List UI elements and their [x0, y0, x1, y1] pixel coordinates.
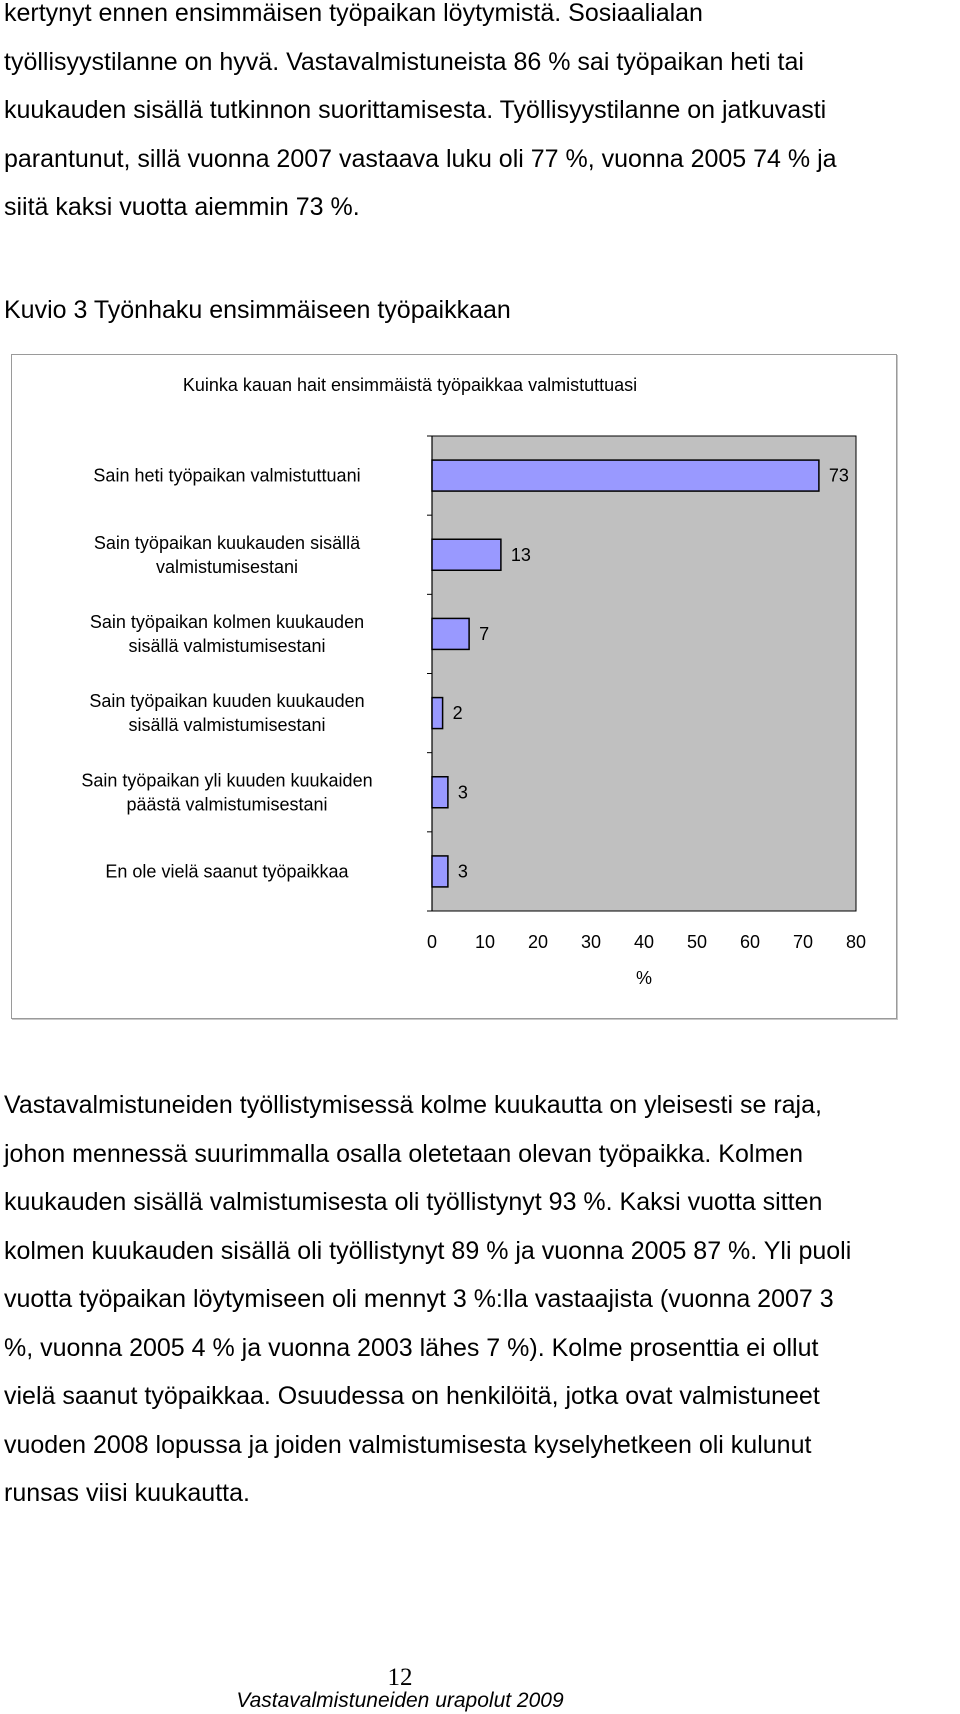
- paragraph-line: kuukauden sisällä tutkinnon suorittamisesta. Työllisyystilanne on jatkuvasti: [4, 96, 827, 124]
- bar: [432, 856, 448, 887]
- chart-canvas: [12, 355, 896, 1018]
- category-label: Sain työpaikan kuukauden sisällä: [93, 532, 361, 553]
- bar-value-label: 7: [479, 623, 490, 644]
- paragraph-line: kolmen kuukauden sisällä oli työllistynyt 89 % ja vuonna 2005 87 %. Yli puoli: [4, 1236, 852, 1265]
- paragraph-line: työllisyystilanne on hyvä. Vastavalmistuneista 86 % sai työpaikan heti tai: [4, 47, 804, 76]
- plot-area: [432, 436, 856, 911]
- x-tick-label: 0: [426, 932, 438, 952]
- x-tick-label: 20: [527, 932, 549, 952]
- footer-title: Vastavalmistuneiden urapolut 2009: [236, 1689, 564, 1712]
- x-tick-label: 50: [686, 932, 708, 952]
- bar: [432, 539, 501, 570]
- bar-value-label: 2: [452, 703, 463, 724]
- category-label: sisällä valmistumisestani: [128, 715, 326, 736]
- x-tick-label: 10: [474, 932, 496, 952]
- bar-value-label: 3: [457, 861, 468, 882]
- chart-title: Kuinka kauan hait ensimmäistä työpaikkaa valmistuttuasi: [182, 375, 638, 395]
- category-label: päästä valmistumisestani: [126, 794, 328, 815]
- paragraph-line: %, vuonna 2005 4 % ja vuonna 2003 lähes 7 %). Kolme prosenttia ei ollut: [4, 1333, 819, 1362]
- category-label: valmistumisestani: [155, 556, 299, 577]
- body-paragraph: [4, 1081, 959, 1518]
- page-number: 12: [387, 1664, 413, 1691]
- x-tick-label: 70: [792, 932, 814, 952]
- x-axis-label: %: [635, 968, 653, 988]
- bar-value-label: 3: [457, 782, 468, 803]
- paragraph-line: vuoden 2008 lopussa ja joiden valmistumisesta kyselyhetkeen oli kulunut: [4, 1430, 812, 1459]
- category-label: Sain työpaikan kolmen kuukauden: [89, 611, 365, 632]
- x-tick-label: 30: [580, 932, 602, 952]
- bar-chart: [11, 354, 897, 1019]
- category-label: En ole vielä saanut työpaikkaa: [105, 861, 349, 882]
- paragraph-line: Vastavalmistuneiden työllistymisessä kolme kuukautta on yleisesti se raja,: [4, 1091, 822, 1119]
- paragraph-line: vielä saanut työpaikkaa. Osuudessa on henkilöitä, jotka ovat valmistuneet: [4, 1382, 820, 1410]
- paragraph-line: kuukauden sisällä valmistumisesta oli työllistynyt 93 %. Kaksi vuotta sitten: [4, 1188, 823, 1216]
- category-label: Sain työpaikan kuuden kuukauden: [89, 691, 365, 712]
- bar: [432, 618, 469, 649]
- x-tick-label: 40: [633, 932, 655, 952]
- figure-caption: Kuvio 3 Työnhaku ensimmäiseen työpaikkaan: [4, 296, 511, 324]
- bar: [432, 777, 448, 808]
- bar: [432, 460, 819, 491]
- paragraph-line: runsas viisi kuukautta.: [4, 1479, 250, 1507]
- intro-paragraph: [4, 0, 954, 232]
- category-label: Sain työpaikan yli kuuden kuukaiden: [81, 770, 373, 791]
- paragraph-line: johon mennessä suurimmalla osalla oletetaan olevan työpaikka. Kolmen: [4, 1139, 804, 1168]
- bar-value-label: 13: [510, 544, 531, 565]
- paragraph-line: kertynyt ennen ensimmäisen työpaikan löytymistä. Sosiaalialan: [4, 0, 703, 27]
- x-tick-label: 60: [739, 932, 761, 952]
- paragraph-line: vuotta työpaikan löytymiseen oli mennyt 3 %:lla vastaajista (vuonna 2007 3: [4, 1285, 834, 1313]
- bar-value-label: 73: [828, 465, 849, 486]
- paragraph-line: siitä kaksi vuotta aiemmin 73 %.: [4, 193, 360, 221]
- category-label: Sain heti työpaikan valmistuttuani: [93, 465, 361, 486]
- category-label: sisällä valmistumisestani: [128, 635, 326, 656]
- paragraph-line: parantunut, sillä vuonna 2007 vastaava luku oli 77 %, vuonna 2005 74 % ja: [4, 144, 837, 173]
- x-tick-label: 80: [845, 932, 867, 952]
- bar: [432, 698, 443, 729]
